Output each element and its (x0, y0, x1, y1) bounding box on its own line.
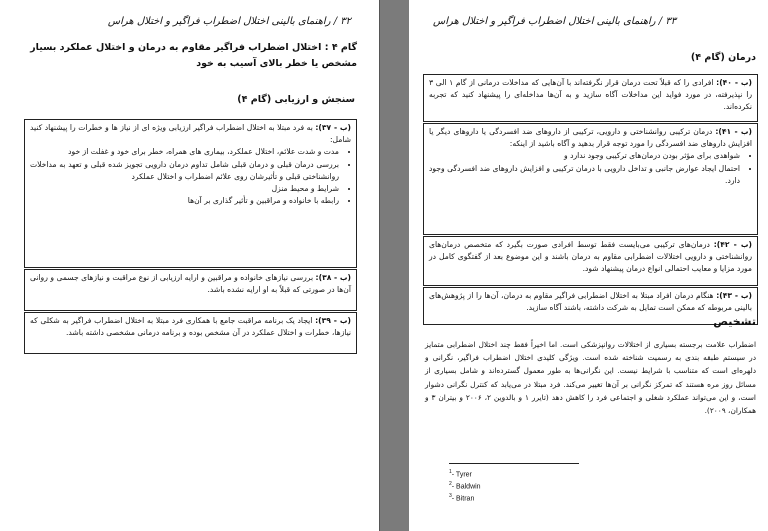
box-label: (ب - ۴۲): (713, 240, 752, 249)
box-label: (ب - ۴۰): (716, 78, 752, 87)
recommendation-box-40 (423, 74, 758, 122)
box-label: (ب - ۳۸): (315, 273, 351, 282)
box-label: (ب - ۴۳): (716, 291, 752, 300)
list-item: • شرایط و محیط منزل (30, 183, 339, 195)
diagnosis-paragraph: اضطراب علامت برجسته بسیاری از اختلالات روانپزشکی است. اما اخیراً فقط چند اختلال اضطرابی متمایز در سیستم طبقه بندی به رسمیت شناخته شده است. ویژگی کلیدی اختلال اضطراب فراگیر، نگرانی و دلهره‌ای است که متناسب با شرایط نیست. این نگرانی‌ها به طور معمول گسترده‌اند و شامل بسیاری از مسائل روز مره هستند که تمرکز نگرانی بر آن‌ها تغییر می‌کند. فرد مبتلا در می‌یابد که کنترل نگرانی دشوار است، و این می‌تواند عملکرد شغلی و اجتماعی فرد را کاهش دهد (تایرر ۱ و بالدوین ۲، ۲۰۰۶ و بیتران ۳ و همکاران، ۲۰۰۹). (425, 340, 756, 416)
box-text: افرادی را که قبلاً تحت درمان قرار نگرفته‌اند با آن‌هایی که مداخلات درمانی از گام ۱ الی ۳ را نپذیرفته، در مورد فواید این مداخلات آگاه سازید و به آن‌ها مداخله‌ای را پیشنهاد کنید که تجربه نکرده‌اند. (429, 78, 752, 112)
box-text: ایجاد یک برنامه مراقبت جامع با همکاری فرد مبتلا به اختلال اضطراب فراگیر به شکلی که نیازها، خطرات و اختلال عملکرد در آن مشخص بوده و برنامه درمانی مشخصی داشته باشد. (30, 316, 351, 338)
footnote-item: $^2$- Baldwin (449, 480, 481, 491)
footnote-divider (449, 463, 579, 464)
recommendation-box-43 (423, 287, 758, 325)
box-text: درمان ترکیبی روانشناختی و دارویی، ترکیبی از داروهای ضد افسردگی یا داروهای دیگر یا افزایش داروهای ضد افسردگی را مورد توجه قرار بدهید و آگاه باشید از اینکه: (429, 127, 752, 149)
page-header-right: ۳۳ / راهنمای بالینی اختلال اضطراب فراگیر و اختلال هراس (433, 16, 677, 27)
recommendation-box-39 (24, 312, 357, 354)
box-text: هنگام درمان افراد مبتلا به اختلال اضطرابی فراگیر مقاوم به درمان، آن‌ها را از پژوهش‌های بالینی مربوطه که ممکن است تمایل به شرکت داشته، باشند آگاه سازید. (429, 291, 752, 313)
step-title: گام ۴ : اختلال اضطراب فراگیر مقاوم به درمان و اختلال عملکرد بسیار مشخص یا خطر بالای آسیب به خود (30, 42, 357, 69)
footnote-item: $^3$- Bitran (449, 492, 475, 502)
box-label: (ب - ۴۱): (715, 127, 752, 136)
treatment-heading: درمان (گام ۴) (690, 52, 756, 63)
page-header-left: ۳۲ / راهنمای بالینی اختلال اضطراب فراگیر و اختلال هراس (107, 16, 351, 27)
recommendation-box-37 (24, 119, 357, 268)
list-item: • مدت و شدت علائم، اختلال عملکرد، بیماری های همراه، خطر برای خود و غفلت از خود (30, 146, 339, 158)
diagnosis-heading: تشخیص (713, 315, 756, 328)
bullet-list (429, 150, 752, 187)
box-text: بررسی نیازهای خانواده و مراقبین و ارایه ارزیابی از نوع مراقبت و نیازهای جسمی و روانی آن‌ها در صورتی که قبلاً به او ارایه نشده باشد. (30, 273, 351, 295)
bullet-list (30, 146, 351, 207)
assessment-heading: سنجش و ارزیابی (گام ۴) (237, 94, 355, 105)
list-item: • بررسی درمان قبلی و درمان قبلی شامل تداوم درمان دارویی تجویز شده قبلی و تعهد به مداخلات روانشناختی قبلی و تأثیرشان روی علائم اضطراب و اختلال عملکرد (30, 159, 339, 183)
box-label: (ب - ۳۹): (315, 316, 351, 325)
footnote-item: $^1$- Tyrer (449, 469, 472, 479)
recommendation-box-41 (423, 123, 758, 235)
right-page (409, 0, 768, 531)
box-text: به فرد مبتلا به اختلال اضطراب فراگیر ارزیابی ویژه ای از نیاز ها و خطرات را پیشنهاد کنید شامل: (30, 123, 351, 145)
left-page (0, 0, 380, 531)
recommendation-box-38 (24, 269, 357, 311)
recommendation-box-42 (423, 236, 758, 286)
list-item: • احتمال ایجاد عوارض جانبی و تداخل دارویی با درمان ترکیبی و افزایش داروهای ضد افسردگی وجود دارد. (429, 163, 740, 187)
box-label: (ب - ۳۷): (315, 123, 351, 132)
list-item: • شواهدی برای مؤثر بودن درمان‌های ترکیبی وجود ندارد و (429, 150, 740, 162)
footnotes (449, 468, 481, 503)
box-text: درمان‌های ترکیبی می‌بایست فقط توسط افرادی صورت بگیرد که متخصص درمان‌های روانشناختی و دارویی اختلالات اضطرابی مقاوم به درمان باشند و این موضوع بعد از گفتگوی کامل در مورد مزایا و معایب احتمالی انواع درمان پیشنهاد شود. (429, 240, 752, 274)
list-item: • رابطه با خانواده و مراقبین و تأثیر گذاری بر آن‌ها (30, 195, 339, 207)
